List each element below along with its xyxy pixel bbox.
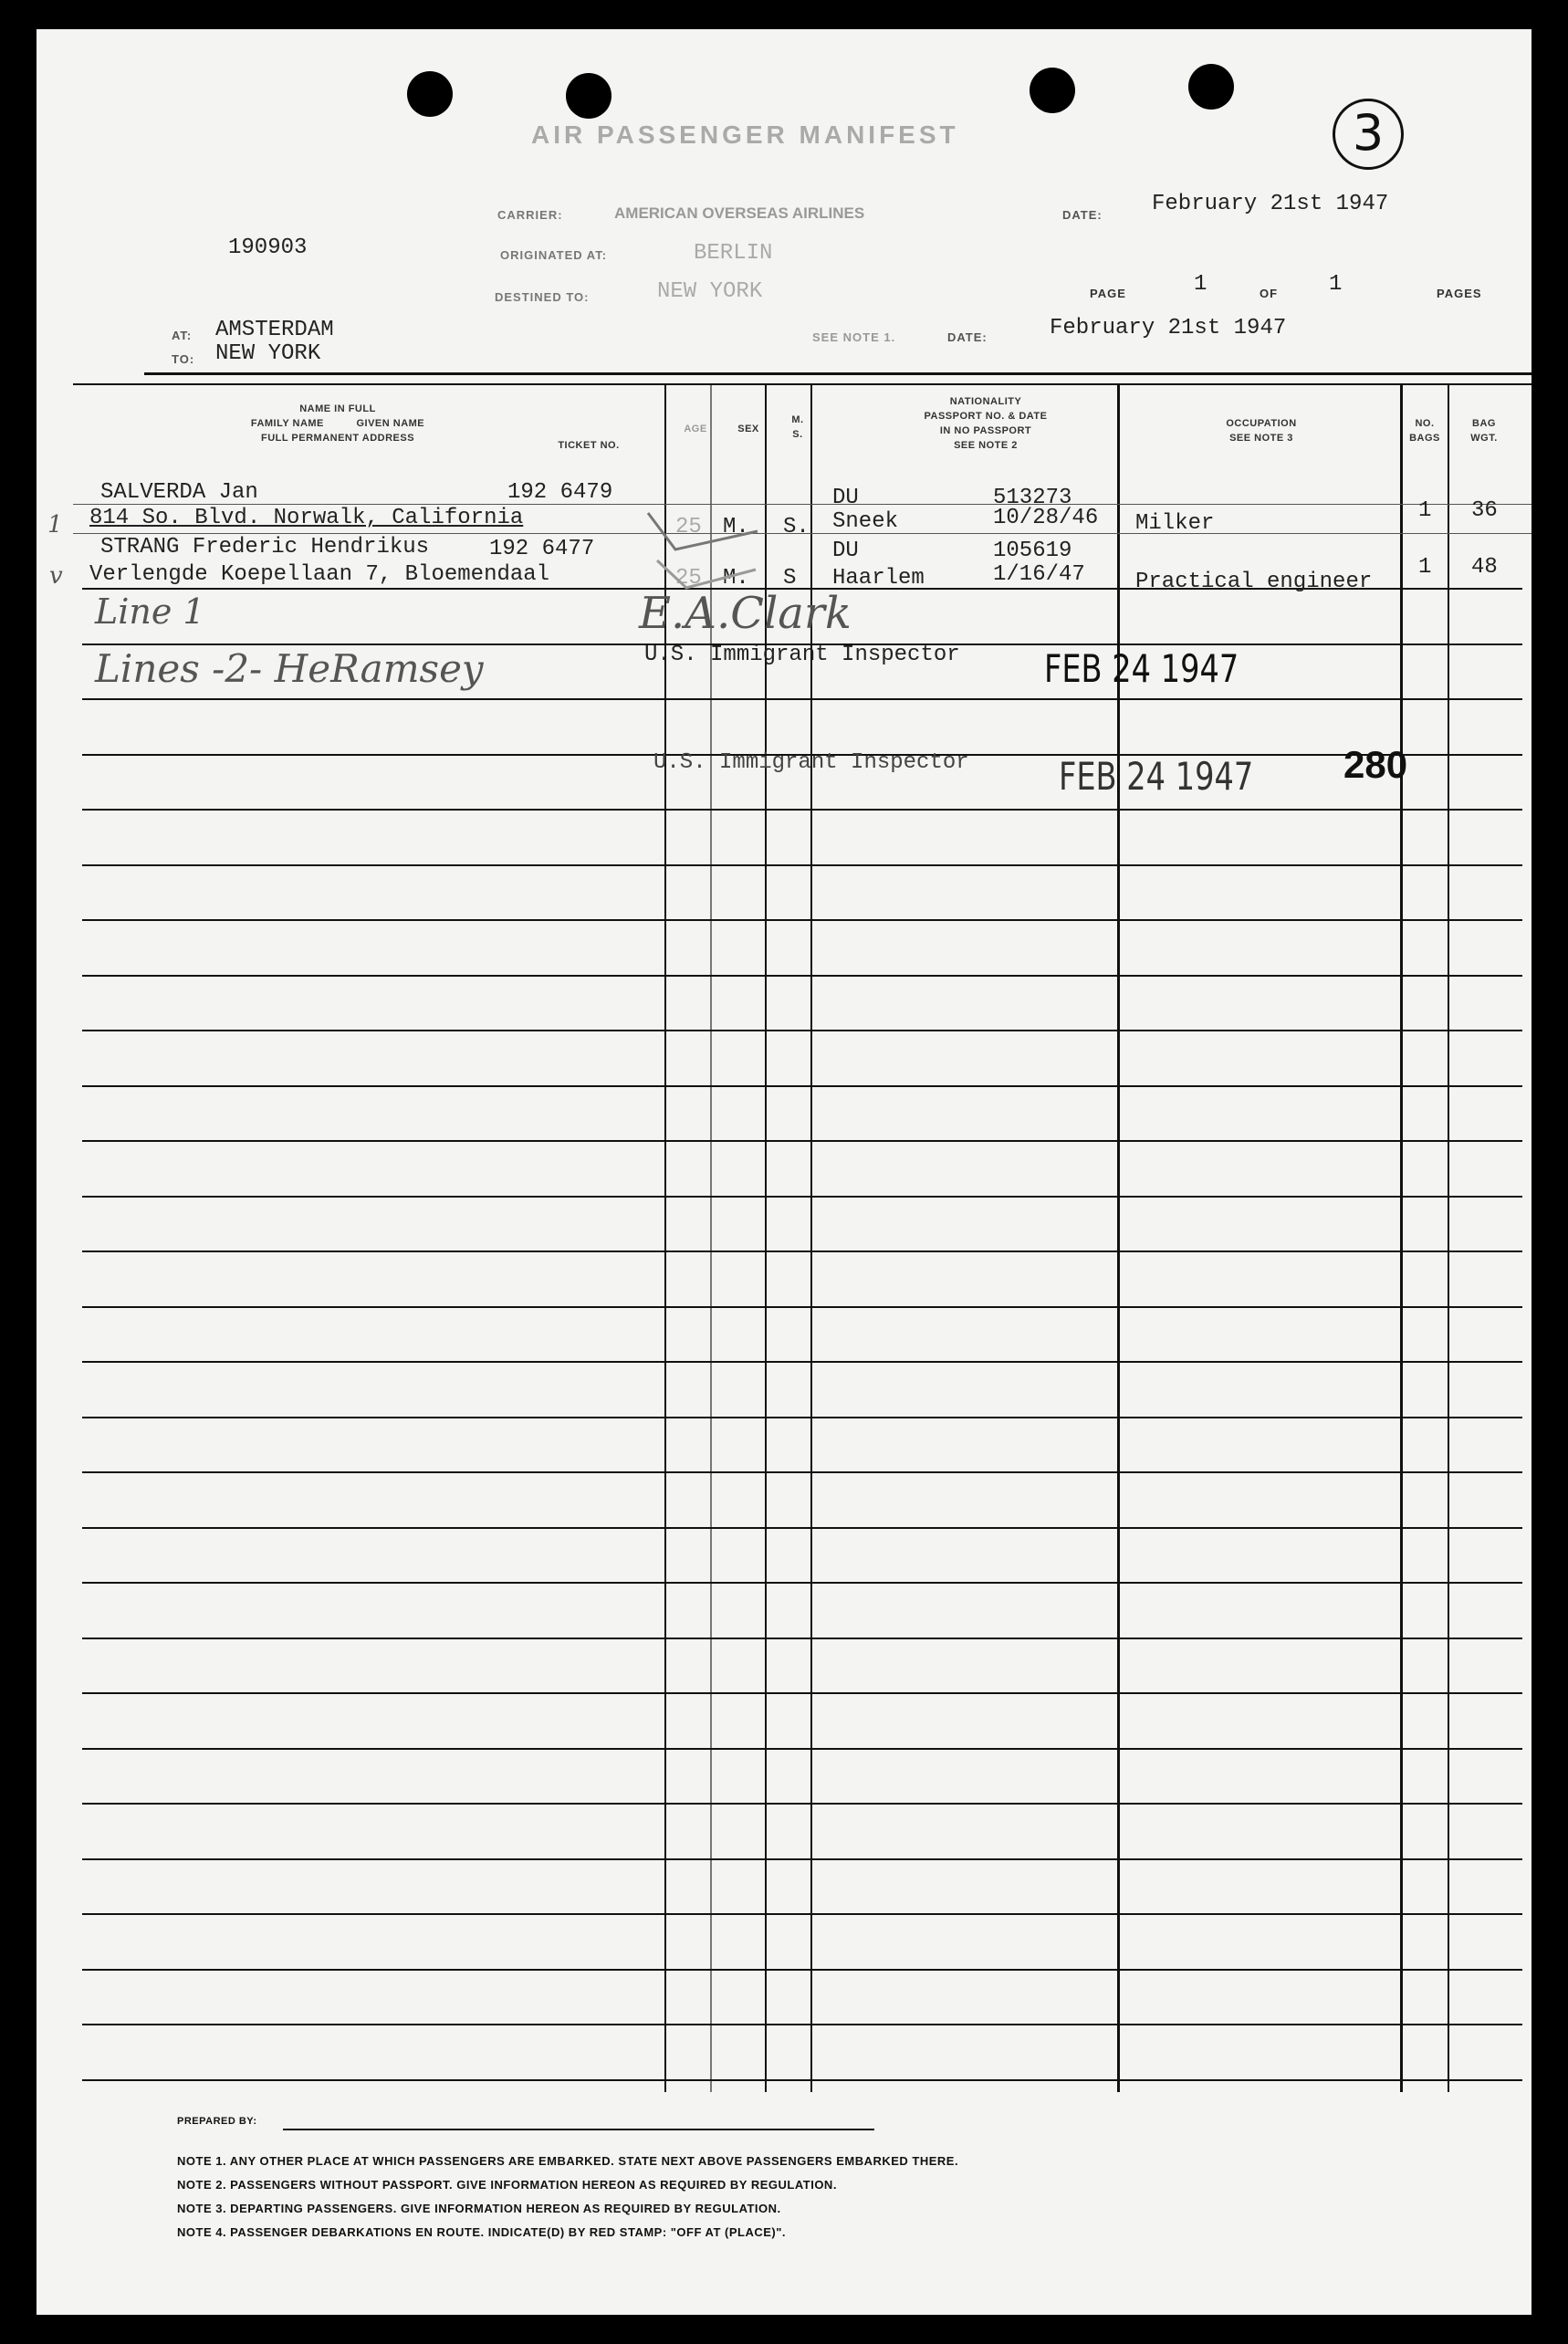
- col-name-line1: NAME IN FULL: [299, 403, 376, 414]
- lines2-note: Lines -2- HeRamsey: [95, 646, 484, 691]
- page-label: PAGE: [1090, 287, 1126, 300]
- col-name-header: [155, 402, 520, 445]
- from-value: AMSTERDAM: [215, 318, 334, 342]
- column-line: [1117, 385, 1120, 2092]
- inspector-title-1: U.S. Immigrant Inspector: [644, 643, 960, 667]
- note-2: NOTE 2. PASSENGERS WITHOUT PASSPORT. GIVE INFORMATION HEREON AS REQUIRED BY REGULATION.: [177, 2178, 837, 2192]
- check-mark-icon: [639, 504, 767, 595]
- passenger-1-ms: S.: [783, 515, 810, 539]
- date-stamp-1: FEB 24 1947: [1044, 646, 1239, 691]
- row-rule: [82, 1196, 1522, 1198]
- page-number: 1: [1194, 272, 1207, 297]
- prepared-by-label: PREPARED BY:: [177, 2116, 257, 2127]
- document-number: 190903: [228, 235, 308, 260]
- row-rule: [82, 1250, 1522, 1252]
- row-rule: [73, 504, 1531, 505]
- passenger-1-margin-mark: 1: [47, 511, 63, 539]
- col-ms-line1: M.: [791, 414, 804, 425]
- destined-value: NEW YORK: [657, 279, 763, 304]
- passenger-1-issued-at: Sneek: [832, 509, 899, 534]
- row-rule: [82, 1417, 1522, 1418]
- pages-label: PAGES: [1437, 287, 1482, 300]
- see-note-label: SEE NOTE 1.: [812, 330, 896, 344]
- col-weight-header: [1457, 416, 1511, 445]
- circled-number: [1333, 99, 1404, 170]
- column-line: [1448, 385, 1449, 2092]
- passenger-2-name: STRANG Frederic Hendrikus: [100, 535, 430, 560]
- column-line: [664, 385, 666, 2092]
- col-nat-line4: SEE NOTE 2: [954, 440, 1018, 451]
- passenger-1-address: 814 So. Blvd. Norwalk, California: [89, 506, 524, 530]
- col-given-name: GIVEN NAME: [356, 418, 425, 429]
- col-nat-line3: IN NO PASSPORT: [939, 425, 1032, 436]
- row-rule: [82, 1306, 1522, 1308]
- passenger-2-ms: S: [783, 566, 797, 591]
- col-bags-line1: NO.: [1415, 418, 1435, 429]
- note-1: NOTE 1. ANY OTHER PLACE AT WHICH PASSENGERS ARE EMBARKED. STATE NEXT ABOVE PASSENGERS EMBARKED THERE.: [177, 2154, 959, 2168]
- col-wgt-line2: WGT.: [1470, 433, 1498, 444]
- row-rule: [82, 1638, 1522, 1639]
- passenger-1-ticket: 192 6479: [507, 480, 613, 505]
- column-line: [765, 385, 767, 2092]
- inspector-signature: E.A.Clark: [639, 588, 852, 639]
- col-occ-line2: SEE NOTE 3: [1229, 433, 1293, 444]
- header-divider: [73, 383, 1531, 385]
- row-rule: [82, 809, 1522, 811]
- punch-hole: [1030, 68, 1075, 113]
- passenger-2-nationality: DU: [832, 539, 859, 563]
- row-rule: [82, 1803, 1522, 1805]
- row-rule: [82, 1527, 1522, 1529]
- col-address: FULL PERMANENT ADDRESS: [260, 433, 415, 444]
- manifest-title: AIR PASSENGER MANIFEST: [531, 120, 959, 149]
- passenger-1-age: 25: [675, 515, 702, 539]
- passenger-2-sex: M.: [723, 566, 749, 591]
- row-rule: [82, 1748, 1522, 1750]
- row-rule: [82, 1361, 1522, 1363]
- row-rule: [82, 1140, 1522, 1142]
- punch-hole: [1188, 64, 1234, 110]
- punch-hole: [407, 71, 453, 117]
- passenger-2-passport: 105619: [993, 539, 1072, 563]
- passenger-2-issued-at: Haarlem: [832, 566, 925, 591]
- originated-value: BERLIN: [694, 241, 773, 266]
- date2-value: February 21st 1947: [1050, 316, 1287, 340]
- passenger-1-bags: 1: [1418, 498, 1432, 523]
- header-divider: [144, 372, 1531, 375]
- row-rule: [82, 919, 1522, 921]
- note-3: NOTE 3. DEPARTING PASSENGERS. GIVE INFORMATION HEREON AS REQUIRED BY REGULATION.: [177, 2202, 781, 2215]
- date-value: February 21st 1947: [1152, 192, 1389, 216]
- column-line: [1400, 385, 1403, 2092]
- row-rule: [82, 1030, 1522, 1031]
- originated-label: ORIGINATED AT:: [500, 248, 608, 262]
- row-rule: [82, 1913, 1522, 1915]
- col-ticket-header: TICKET NO.: [558, 440, 620, 451]
- passenger-2-age: 25: [675, 566, 702, 591]
- col-occ-line1: OCCUPATION: [1226, 418, 1297, 429]
- passenger-1-weight: 36: [1471, 498, 1498, 523]
- passenger-2-address: Verlengde Koepellaan 7, Bloemendaal: [89, 562, 550, 587]
- to-label: TO:: [172, 352, 195, 366]
- inspector-title-2: U.S. Immigrant Inspector: [653, 750, 969, 775]
- note-4: NOTE 4. PASSENGER DEBARKATIONS EN ROUTE. INDICATE(D) BY RED STAMP: "OFF AT (PLACE)".: [177, 2225, 787, 2239]
- prepared-by-line: [283, 2129, 874, 2130]
- row-rule: [82, 864, 1522, 866]
- passenger-2-occupation: Practical engineer: [1135, 570, 1373, 594]
- page-total: 1: [1329, 272, 1343, 297]
- row-rule: [82, 1471, 1522, 1473]
- passenger-2-passport-date: 1/16/47: [993, 562, 1085, 587]
- passenger-1-passport-date: 10/28/46: [993, 506, 1099, 530]
- col-ms-line2: S.: [792, 429, 803, 440]
- circled-number-text: 3: [1352, 104, 1385, 162]
- col-ms-header: [774, 413, 821, 442]
- passenger-1-nationality: DU: [832, 486, 859, 510]
- row-rule: [82, 2024, 1522, 2025]
- date-stamp-2: FEB 24 1947: [1059, 754, 1254, 799]
- col-nationality-header: [840, 394, 1132, 453]
- row-rule: [82, 1085, 1522, 1087]
- col-nat-line2: PASSPORT NO. & DATE: [924, 411, 1048, 422]
- col-family-name: FAMILY NAME: [250, 418, 324, 429]
- row-rule: [82, 975, 1522, 977]
- row-rule: [82, 1969, 1522, 1971]
- column-line: [710, 385, 712, 2092]
- count-number: 280: [1343, 743, 1408, 786]
- passenger-2-bags: 1: [1418, 555, 1432, 580]
- to-value: NEW YORK: [215, 341, 321, 366]
- line1-note: Line 1: [95, 591, 205, 632]
- passenger-2-margin-mark: v: [49, 562, 63, 590]
- date2-label: DATE:: [947, 330, 988, 344]
- col-bags-header: [1402, 416, 1448, 445]
- col-sex-header: SEX: [737, 424, 759, 434]
- carrier-label: CARRIER:: [497, 208, 563, 222]
- passenger-1-passport: 513273: [993, 486, 1072, 510]
- col-nat-line1: NATIONALITY: [949, 396, 1022, 407]
- from-label: AT:: [172, 329, 193, 342]
- punch-hole: [566, 73, 612, 119]
- manifest-sheet: [37, 29, 1531, 2315]
- passenger-1-sex: M.: [723, 515, 749, 539]
- row-rule: [82, 1692, 1522, 1694]
- col-wgt-line1: BAG: [1472, 418, 1496, 429]
- passenger-1-name: SALVERDA Jan: [100, 480, 258, 505]
- passenger-2-weight: 48: [1471, 555, 1498, 580]
- col-age-header: AGE: [684, 424, 707, 434]
- carrier-value: AMERICAN OVERSEAS AIRLINES: [614, 204, 865, 222]
- row-rule: [82, 2079, 1522, 2081]
- passenger-1-occupation: Milker: [1135, 511, 1215, 536]
- passenger-2-ticket: 192 6477: [489, 537, 595, 561]
- col-occupation-header: [1124, 416, 1398, 445]
- column-line: [810, 385, 812, 2092]
- row-rule: [82, 698, 1522, 700]
- date-label: DATE:: [1062, 208, 1103, 222]
- col-bags-line2: BAGS: [1409, 433, 1440, 444]
- row-rule: [82, 1582, 1522, 1584]
- of-label: OF: [1260, 287, 1279, 300]
- row-rule: [82, 1858, 1522, 1860]
- destined-label: DESTINED TO:: [495, 290, 590, 304]
